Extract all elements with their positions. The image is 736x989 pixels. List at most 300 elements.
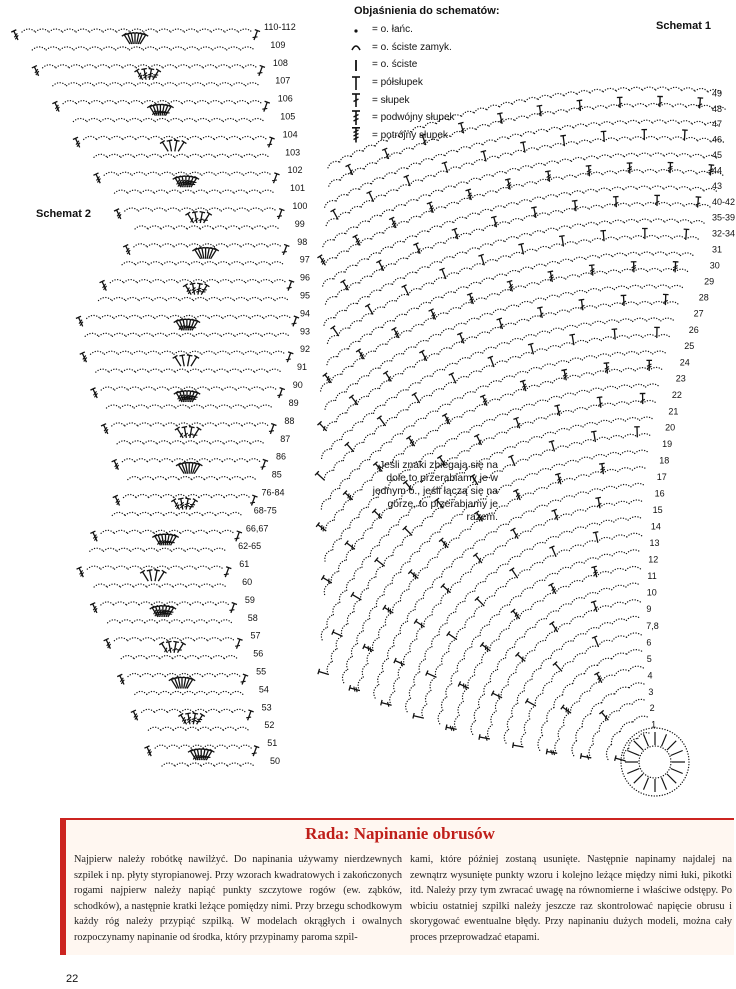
stitch-symbol bbox=[569, 334, 576, 345]
chain-arch bbox=[208, 190, 221, 193]
row-number-label: 90 bbox=[292, 380, 303, 390]
chain-arch bbox=[215, 745, 227, 748]
chain-arch bbox=[138, 423, 151, 426]
chain-arch bbox=[519, 166, 532, 170]
row-number-label: 47 bbox=[712, 119, 723, 130]
chain-arch bbox=[250, 387, 263, 390]
chain-arch bbox=[169, 387, 183, 390]
chain-arch bbox=[628, 517, 642, 521]
stitch-symbol bbox=[168, 534, 179, 546]
chain-arch bbox=[482, 651, 490, 663]
chain-arch bbox=[615, 670, 629, 676]
chain-arch bbox=[398, 185, 410, 191]
chain-arch bbox=[361, 314, 373, 321]
chain-arch bbox=[493, 274, 506, 279]
chain-arch bbox=[448, 167, 461, 172]
chain-arch bbox=[564, 92, 577, 96]
row-number-label: 105 bbox=[280, 111, 296, 122]
chain-arch bbox=[627, 650, 642, 654]
row-number-label: 21 bbox=[668, 406, 679, 417]
chain-arch bbox=[607, 270, 621, 274]
chain-arch bbox=[136, 136, 149, 139]
stitch-symbol bbox=[251, 746, 260, 757]
chain-arch bbox=[114, 638, 127, 641]
chain-arch bbox=[203, 405, 217, 408]
stitch-symbol bbox=[271, 173, 280, 184]
chain-arch bbox=[524, 719, 529, 733]
chain-arch bbox=[447, 612, 456, 623]
chain-arch bbox=[383, 264, 395, 270]
chain-arch bbox=[584, 222, 597, 226]
chain-arch bbox=[73, 119, 87, 122]
stitch-symbol bbox=[353, 235, 363, 246]
chain-arch bbox=[613, 253, 627, 256]
chain-arch bbox=[124, 495, 137, 498]
chain-arch bbox=[112, 333, 126, 336]
chain-arch bbox=[624, 302, 638, 305]
chain-arch bbox=[618, 236, 632, 239]
legend-label: = półsłupek bbox=[372, 77, 423, 89]
stitch-symbol bbox=[548, 271, 555, 282]
chain-arch bbox=[91, 351, 105, 354]
chain-arch bbox=[240, 226, 253, 229]
chain-arch bbox=[328, 161, 340, 167]
chain-arch bbox=[223, 315, 237, 318]
chain-arch bbox=[350, 517, 359, 528]
chain-arch bbox=[612, 535, 627, 539]
chain-arch bbox=[618, 468, 633, 472]
chain-arch bbox=[178, 280, 192, 283]
chain-arch bbox=[462, 411, 474, 418]
chain-arch bbox=[546, 262, 559, 266]
chain-arch bbox=[161, 495, 174, 498]
chain-arch bbox=[232, 280, 246, 283]
stitch-symbol bbox=[156, 570, 167, 582]
chain-arch bbox=[203, 65, 216, 68]
chain-arch bbox=[457, 451, 469, 458]
chain-arch bbox=[122, 459, 134, 462]
chain-arch bbox=[333, 539, 341, 550]
row-number-label: 92 bbox=[300, 344, 311, 355]
chain-arch bbox=[254, 136, 267, 139]
chain-arch bbox=[533, 264, 546, 268]
chain-arch bbox=[632, 467, 647, 470]
stitch-symbol bbox=[513, 742, 524, 749]
chain-arch bbox=[506, 271, 519, 276]
chain-arch bbox=[404, 236, 416, 242]
chain-arch bbox=[161, 154, 175, 157]
chain-arch bbox=[532, 668, 541, 679]
chain-arch bbox=[131, 548, 145, 551]
chain-arch bbox=[85, 333, 99, 336]
chain-arch bbox=[210, 459, 223, 462]
chain-arch bbox=[408, 216, 420, 222]
chain-arch bbox=[268, 369, 281, 372]
chain-arch bbox=[409, 578, 418, 589]
chain-arch bbox=[151, 423, 164, 426]
chain-arch bbox=[235, 333, 249, 336]
chain-arch bbox=[406, 308, 418, 314]
chain-arch bbox=[541, 450, 554, 455]
chain-arch bbox=[495, 698, 501, 711]
chain-arch bbox=[423, 587, 432, 598]
chain-arch bbox=[475, 582, 485, 592]
row-number-label: 86 bbox=[276, 451, 287, 462]
chain-arch bbox=[409, 289, 421, 295]
chain-arch bbox=[331, 440, 341, 449]
chain-arch bbox=[612, 636, 626, 641]
chain-arch bbox=[321, 627, 327, 640]
chain-arch bbox=[112, 298, 126, 301]
chain-arch bbox=[432, 577, 441, 588]
chain-arch bbox=[149, 262, 163, 265]
chain-arch bbox=[138, 512, 151, 515]
chain-arch bbox=[620, 451, 634, 455]
chain-arch bbox=[556, 550, 570, 556]
row-number-label: 100 bbox=[292, 201, 308, 211]
chain-arch bbox=[562, 641, 574, 649]
chain-arch bbox=[199, 495, 212, 498]
chain-arch bbox=[203, 745, 215, 748]
chain-arch bbox=[505, 203, 518, 208]
chain-arch bbox=[171, 29, 185, 32]
chain-arch bbox=[205, 280, 219, 283]
chain-arch bbox=[535, 129, 548, 133]
chain-arch bbox=[186, 727, 199, 730]
chain-arch bbox=[432, 635, 439, 647]
chain-arch bbox=[441, 592, 450, 603]
chain-arch bbox=[223, 387, 237, 390]
chain-arch bbox=[241, 244, 254, 247]
chain-arch bbox=[504, 730, 508, 744]
chain-arch bbox=[350, 206, 362, 212]
center-stitch bbox=[667, 741, 676, 750]
chain-arch bbox=[103, 29, 117, 32]
stitch-symbol bbox=[589, 265, 596, 276]
chain-arch bbox=[428, 334, 441, 341]
chain-arch bbox=[479, 314, 492, 320]
chain-arch bbox=[430, 297, 442, 303]
chain-arch bbox=[152, 602, 165, 605]
chain-arch bbox=[423, 319, 435, 325]
chain-arch bbox=[229, 154, 242, 157]
chain-arch bbox=[573, 290, 587, 294]
chain-arch bbox=[520, 549, 532, 556]
chain-arch bbox=[539, 280, 552, 285]
chain-arch bbox=[204, 83, 218, 86]
chain-arch bbox=[536, 331, 550, 336]
chain-arch bbox=[257, 262, 270, 265]
chain-arch bbox=[502, 323, 515, 328]
chain-arch bbox=[255, 423, 268, 426]
chain-arch bbox=[212, 495, 225, 498]
chain-arch bbox=[175, 369, 188, 372]
chain-arch bbox=[558, 567, 571, 573]
chain-arch bbox=[175, 136, 188, 139]
chain-arch bbox=[150, 65, 163, 68]
row-number-label: 60 bbox=[242, 577, 253, 587]
chain-arch bbox=[378, 671, 383, 684]
stitch-symbol bbox=[239, 674, 248, 685]
chain-arch bbox=[563, 325, 577, 329]
chain-arch bbox=[250, 315, 264, 318]
chain-arch bbox=[327, 615, 333, 628]
chain-arch bbox=[438, 404, 450, 411]
chain-arch bbox=[251, 441, 264, 444]
row-number-label: 45 bbox=[712, 150, 723, 160]
chain-arch bbox=[329, 180, 341, 186]
chain-arch bbox=[361, 588, 369, 600]
double-treble-crochet-icon bbox=[350, 127, 368, 143]
chain-arch bbox=[148, 154, 162, 157]
chain-arch bbox=[122, 83, 136, 86]
chain-arch bbox=[264, 315, 278, 318]
chain-arch bbox=[626, 120, 639, 123]
chain-arch bbox=[426, 691, 431, 705]
chain-arch bbox=[182, 101, 195, 104]
chain-arch bbox=[137, 280, 151, 283]
chain-arch bbox=[586, 256, 600, 260]
row-number-label: 18 bbox=[659, 455, 670, 466]
chain-arch bbox=[611, 731, 620, 744]
chain-arch bbox=[457, 432, 469, 439]
chain-arch bbox=[36, 29, 50, 32]
chain-arch bbox=[643, 87, 656, 90]
chain-arch bbox=[135, 226, 148, 229]
chain-arch bbox=[657, 170, 670, 173]
chain-arch bbox=[165, 602, 178, 605]
chain-arch bbox=[155, 566, 169, 569]
chain-dot-icon bbox=[350, 22, 368, 38]
chain-arch bbox=[389, 525, 399, 535]
chain-arch bbox=[83, 65, 96, 68]
chain-arch bbox=[341, 174, 353, 180]
chain-arch bbox=[188, 136, 201, 139]
center-stitch bbox=[627, 769, 639, 774]
chain-arch bbox=[547, 346, 561, 351]
chain-arch bbox=[369, 290, 381, 297]
chain-arch bbox=[87, 566, 101, 569]
chain-arch bbox=[595, 437, 609, 441]
chain-arch bbox=[591, 139, 604, 143]
chain-arch bbox=[221, 638, 234, 641]
chain-arch bbox=[124, 280, 138, 283]
chain-arch bbox=[499, 153, 512, 158]
chain-arch bbox=[515, 637, 525, 647]
chain-arch bbox=[557, 623, 570, 631]
chain-arch bbox=[257, 351, 271, 354]
row-number-label: 102 bbox=[287, 165, 303, 176]
chain-arch bbox=[578, 457, 592, 462]
chain-arch bbox=[509, 219, 522, 224]
chain-arch bbox=[499, 629, 509, 640]
chain-arch bbox=[598, 640, 612, 646]
chain-arch bbox=[524, 627, 535, 637]
chain-arch bbox=[656, 87, 669, 90]
chain-arch bbox=[414, 438, 426, 446]
stitch-symbol bbox=[175, 427, 186, 439]
chain-arch bbox=[376, 158, 388, 164]
chain-arch bbox=[494, 432, 507, 438]
chain-arch bbox=[144, 441, 157, 444]
chain-arch bbox=[224, 656, 237, 659]
chain-arch bbox=[384, 227, 396, 233]
stitch-symbol bbox=[479, 734, 490, 741]
chain-arch bbox=[390, 691, 395, 705]
chain-arch bbox=[521, 588, 533, 596]
chain-arch bbox=[212, 656, 225, 659]
chain-arch bbox=[616, 88, 629, 91]
chain-arch bbox=[509, 338, 522, 343]
chain-arch bbox=[471, 563, 482, 572]
chain-arch bbox=[541, 112, 554, 116]
chain-arch bbox=[637, 434, 651, 437]
chain-arch bbox=[571, 224, 584, 228]
chain-arch bbox=[343, 500, 352, 510]
chain-arch bbox=[524, 679, 532, 691]
chain-arch bbox=[583, 576, 597, 582]
chain-arch bbox=[458, 702, 463, 716]
stitch-symbol bbox=[73, 137, 82, 148]
chain-arch bbox=[367, 651, 373, 664]
chain-arch bbox=[202, 154, 216, 157]
chain-arch bbox=[101, 602, 114, 605]
chain-arch bbox=[123, 136, 136, 139]
stitch-symbol bbox=[251, 30, 260, 41]
chain-arch bbox=[626, 567, 641, 571]
chain-arch bbox=[389, 153, 401, 159]
chain-arch bbox=[528, 368, 542, 373]
chain-arch bbox=[546, 631, 558, 640]
chain-arch bbox=[475, 386, 488, 392]
chain-arch bbox=[147, 656, 160, 659]
chain-arch bbox=[541, 364, 555, 369]
chain-arch bbox=[548, 396, 562, 401]
chain-arch bbox=[199, 47, 213, 50]
chain-arch bbox=[149, 83, 163, 86]
chain-arch bbox=[629, 666, 644, 671]
chain-arch bbox=[374, 405, 385, 413]
chain-arch bbox=[385, 190, 397, 196]
chain-arch bbox=[201, 244, 214, 247]
chain-arch bbox=[180, 298, 194, 301]
chain-arch bbox=[173, 459, 186, 462]
chain-arch bbox=[49, 29, 63, 32]
chain-arch bbox=[531, 525, 544, 532]
chain-arch bbox=[222, 101, 235, 104]
stitch-symbol bbox=[147, 105, 158, 117]
chain-arch bbox=[473, 160, 486, 165]
stitch-symbol bbox=[194, 713, 205, 725]
chain-arch bbox=[43, 65, 56, 68]
chain-arch bbox=[185, 548, 199, 551]
row-number-label: 108 bbox=[272, 57, 288, 68]
chain-arch bbox=[558, 531, 572, 537]
chain-arch bbox=[235, 101, 248, 104]
chain-arch bbox=[196, 101, 209, 104]
chain-arch bbox=[241, 136, 254, 139]
stitch-symbol bbox=[191, 427, 202, 439]
chain-arch bbox=[396, 295, 408, 301]
chain-arch bbox=[515, 459, 528, 465]
chain-arch bbox=[686, 105, 699, 108]
chain-arch bbox=[551, 649, 562, 658]
stitch-symbol bbox=[615, 755, 626, 763]
chain-arch bbox=[571, 701, 580, 713]
chain-arch bbox=[535, 619, 546, 628]
chain-arch bbox=[521, 733, 525, 747]
chain-arch bbox=[372, 233, 384, 239]
chain-arch bbox=[673, 104, 686, 107]
chain-arch bbox=[230, 351, 244, 354]
chain-arch bbox=[162, 369, 175, 372]
chain-arch bbox=[118, 172, 132, 175]
chain-arch bbox=[602, 486, 616, 490]
chain-arch bbox=[543, 593, 556, 601]
chain-arch bbox=[496, 343, 509, 349]
chain-arch bbox=[362, 556, 370, 567]
chain-arch bbox=[512, 150, 525, 154]
chain-arch bbox=[488, 381, 501, 387]
stitch-symbol bbox=[382, 148, 391, 159]
chain-arch bbox=[56, 65, 69, 68]
legend-row-double bbox=[346, 91, 526, 109]
chain-arch bbox=[505, 305, 518, 310]
stitch-symbol bbox=[591, 566, 599, 577]
chain-arch bbox=[188, 172, 202, 175]
chain-arch bbox=[207, 298, 221, 301]
treble-crochet-icon bbox=[350, 110, 368, 126]
row-number-label: 98 bbox=[297, 236, 308, 247]
chain-arch bbox=[599, 623, 613, 629]
chain-arch bbox=[486, 294, 499, 299]
chain-arch bbox=[408, 253, 420, 259]
chain-arch bbox=[526, 385, 539, 390]
chain-arch bbox=[405, 200, 417, 206]
chain-arch bbox=[550, 177, 563, 181]
chain-arch bbox=[245, 405, 259, 408]
chain-arch bbox=[587, 289, 601, 293]
chain-arch bbox=[169, 101, 182, 104]
chain-arch bbox=[587, 123, 600, 127]
chain-arch bbox=[128, 315, 142, 318]
chain-arch bbox=[574, 124, 587, 128]
stitch-symbol bbox=[591, 431, 598, 442]
row-number-label: 53 bbox=[261, 702, 272, 713]
chain-arch bbox=[520, 353, 533, 358]
chain-arch bbox=[506, 647, 515, 658]
legend-label: = o. łańc. bbox=[372, 24, 413, 36]
chain-arch bbox=[188, 763, 201, 766]
chain-arch bbox=[640, 417, 654, 420]
chain-arch bbox=[337, 251, 349, 258]
stitch-symbol bbox=[173, 355, 184, 367]
chain-arch bbox=[588, 489, 602, 494]
stitch-symbol bbox=[331, 209, 341, 220]
chain-arch bbox=[583, 306, 597, 310]
stitch-symbol bbox=[201, 212, 212, 224]
chain-arch bbox=[235, 208, 249, 211]
chain-arch bbox=[467, 248, 480, 253]
chain-arch bbox=[624, 186, 637, 189]
chain-arch bbox=[219, 620, 231, 623]
chain-arch bbox=[175, 154, 188, 157]
chain-arch bbox=[647, 104, 660, 107]
chain-arch bbox=[445, 238, 458, 244]
chain-arch bbox=[249, 208, 263, 211]
chain-arch bbox=[620, 722, 633, 732]
chain-arch bbox=[370, 545, 379, 556]
